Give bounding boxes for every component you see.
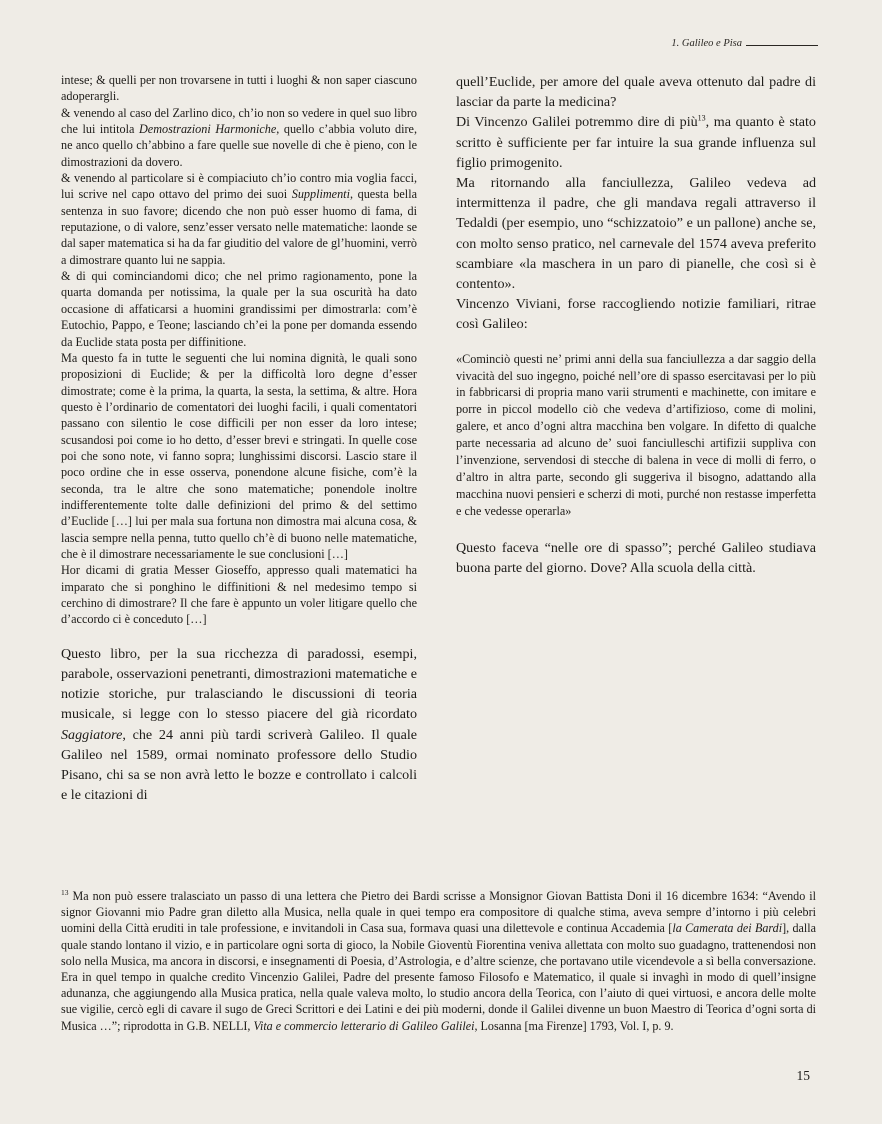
italic-title: Saggiatore <box>61 726 123 743</box>
body-paragraph: Vincenzo Viviani, forse raccogliendo notizie familiari, ritrae così Galileo: <box>456 296 816 333</box>
left-block-quote <box>61 72 417 628</box>
running-head-rule <box>746 45 818 46</box>
right-column <box>456 72 816 578</box>
quote-paragraph: & venendo al caso del Zarlino dico, ch’io non so vedere in quel suo libro che lui intitola Demostrazioni Harmoniche, quello c’abbia voluto dire, ne anco quello ch’abbino a fare quelle sue novelle di che è pieno, con le dimostrazioni da dovero. <box>61 105 417 169</box>
body-paragraph: Di Vincenzo Galilei potremmo dire di più$^{13}$, ma quanto è stato scritto è sufficiente per far intuire la sua grande influenza sul figlio primogenito. <box>456 113 816 171</box>
italic-title: Supplimenti <box>291 187 350 202</box>
viviani-quote-text: «Cominciò questi ne’ primi anni della sua fanciullezza a dar saggio della vivacità del suo ingegno, poiché nell’ore di spasso esercitavasi per lo più in fabbricarsi di propria mano varii strumenti e machinette, con imitare e porre in piccol modello ciò che vedeva d’artifizioso, come di molini, galere, et anco d’ogni altra macchina ben volgare. In difetto di qualche parte necessaria ad alcuno de’ suoi fanciulleschi artifizii suppliva con l’invenzione, servendosi di stecche di balena in vece di molli di ferro, o d’altro in altra parte, secondo gli suggeriva il bisogno, adattando alla macchina nuovi pensieri e scherzi di moti, purché non restasse imperfetta e che vedesse operarla» <box>456 351 816 518</box>
running-head <box>671 38 818 49</box>
body-paragraph: Questo libro, per la sua ricchezza di paradossi, esempi, parabole, osservazioni penetranti, dimostrazioni matematiche e notizie storiche, pur tralasciando le discussioni di teoria musicale, si legge con lo stesso piacere del già ricordato Saggiatore, che 24 anni più tardi scriverà Galileo. Il quale Galileo nel 1589, ormai nominato professore dello Studio Pisano, chi sa se non avrà letto le bozze e controllato i calcoli e le citazioni di <box>61 645 417 804</box>
body-paragraph: quell’Euclide, per amore del quale aveva ottenuto dal padre di lasciar da parte la medicina? <box>456 74 816 111</box>
quote-paragraph: & di qui comincіandomi dico; che nel primo ragionamento, pone la quarta domanda per notissima, la quale per la sua oscurità ha dato occasione di affaticarsi a huomini grandissimi per dimostrarla: com’è Eutochio, Pappo, e Teone; lasciando ch’ei la pone per domanda essendo da Euclide stata posta per diffinitione. <box>61 269 417 349</box>
italic-title: la Camerata dei Bardi <box>672 921 783 936</box>
footnote-ref-13[interactable]: 13 <box>61 887 69 897</box>
quote-paragraph: intese; & quelli per non trovarsene in tutti i luoghi & non saper ciascuno adoperargli. <box>61 73 417 104</box>
quote-paragraph: Hor dicami di gratia Messer Gioseffo, appresso quali matematici ha imparato che si ponghino le diffinitioni & nel medesimo tempo si cerchino di dimostrare? Il che fare è appunto un voler litigare quello che d’accordo ci è conceduto […] <box>61 563 417 627</box>
left-column <box>61 72 417 805</box>
footnote-13: $^{13}$ Ma non può essere tralasciato un passo di una lettera che Pietro dei Bardi scrisse a Monsignor Giovan Battista Doni il 16 dicembre 1634: “Avendo il signor Giovanni mio Padre gran diletto alla Musica, nella quale in quei tempo era compositore di qualche stima, aveva sempre d’intorno i più celebri uomini della Città eruditi in tale professione, e invitandoli in Casa sua, formava quasi una dilettevole e continua Accademia [la Camerata dei Bardi], dalla quale stando lontano il vizio, e in particolare ogni sorta di gioco, la Nobile Gioventù Fiorentina veniva allettata con molto suo guadagno, trattenendosi non solo nella Musica, ma ancora in discorsi, e insegnamenti di Poesia, d’Astrologia, e d’altre scienze, che portavano utile vicendevole a sì bella conversazione. Era in quel tempo in qualche credito Vincenzio Galilei, Padre del presente famoso Filosofo e Matematico, il quale si invaghì in modo di quell’insigne adunanza, che aggiungendo alla Musica pratica, nella quale valeva molto, lo studio ancora della Teorica, con l’aiuto di quei virtuosi, e ancora delle molte sue vigilie, cercò egli di cavare il sugo de Greci Scrittori e dei Latini e dei più moderni, donde il Galilei divenne un buon Maestro di Teorica d’ogni sorta di Musica …”; riprodotta in G.B. NELLI, Vita e commercio letterario di Galileo Galilei, Losanna [ma Firenze] 1793, Vol. I, p. 9. <box>61 887 816 1033</box>
left-body-paragraph <box>61 644 417 806</box>
italic-title: Vita e commercio letterario di Galileo Galilei <box>253 1018 475 1033</box>
quote-paragraph: Ma questo fa in tutte le seguenti che lui nomina dignità, le quali sono proposizioni di Euclide; & per la difficoltà loro degne d’esser dimostrate; come è la prima, la quarta, la sesta, la settima, & altre. Hora questo è l’ordinario de comentatori dei luoghi facili, i quali comentatori passano con silentio le cose difficili per non esser da loro intese; scusandosi poi come io ho detto, d’esser brevi e stringati. In quelle cose poi che sono note, vi fanno sopra; lunghissimi discorsi. Lascio stare il poco ordine che in esse osserva, ponendone alcune fisiche, com’è la seconda, tra le altre che sono matematiche; ponendole inoltre indifferentemente tolte dalle definizioni del primo & del settimo d’Euclide […] lui per mala sua fortuna non dimostra mai alcuna cosa, & lascia sempre nella penna, tutto quello ch’è di buono nelle matematiche, che è il dimostrare necessariamente le sue conclusioni […] <box>61 350 417 561</box>
closing-paragraph <box>456 538 816 578</box>
running-head-title: 1. Galileo e Pisa <box>671 38 742 49</box>
closing-text: Questo faceva “nelle ore di spasso”; perché Galileo studiava buona parte del giorno. Dove? Alla scuola della città. <box>456 539 816 576</box>
italic-title: Demostrazioni Harmoniche <box>138 122 277 137</box>
right-body-text <box>456 72 816 335</box>
viviani-block-quote <box>456 351 816 520</box>
quote-paragraph: & venendo al particolare si è compiaciuto ch’io contro mia voglia facci, lui scrive nel capo ottavo del primo dei suoi Supplimenti, questa bella sentenza in suo favore; dicendo che non può esser huomo di fama, di reputazione, o di valore, senz’esser versato nelle matematiche: laonde se dal saper matematica si ha da far giuditio del valore de gl’huomini, verrò a dimostrare quanto lui ne sappia. <box>61 171 417 267</box>
body-paragraph: Ma ritornando alla fanciullezza, Galileo vedeva ad intermittenza il padre, che gli mandava regali attraverso il Tedaldi (per esempio, uno “schizzatoio” e un pallone) anche se, con molto senso pratico, nel carnevale del 1574 aveva preferito scambiare «la maschera in un paro di pianelle, che così si è contento». <box>456 175 816 293</box>
footnote-ref-13[interactable]: 13 <box>697 113 706 123</box>
page-number: 15 <box>796 1068 810 1083</box>
